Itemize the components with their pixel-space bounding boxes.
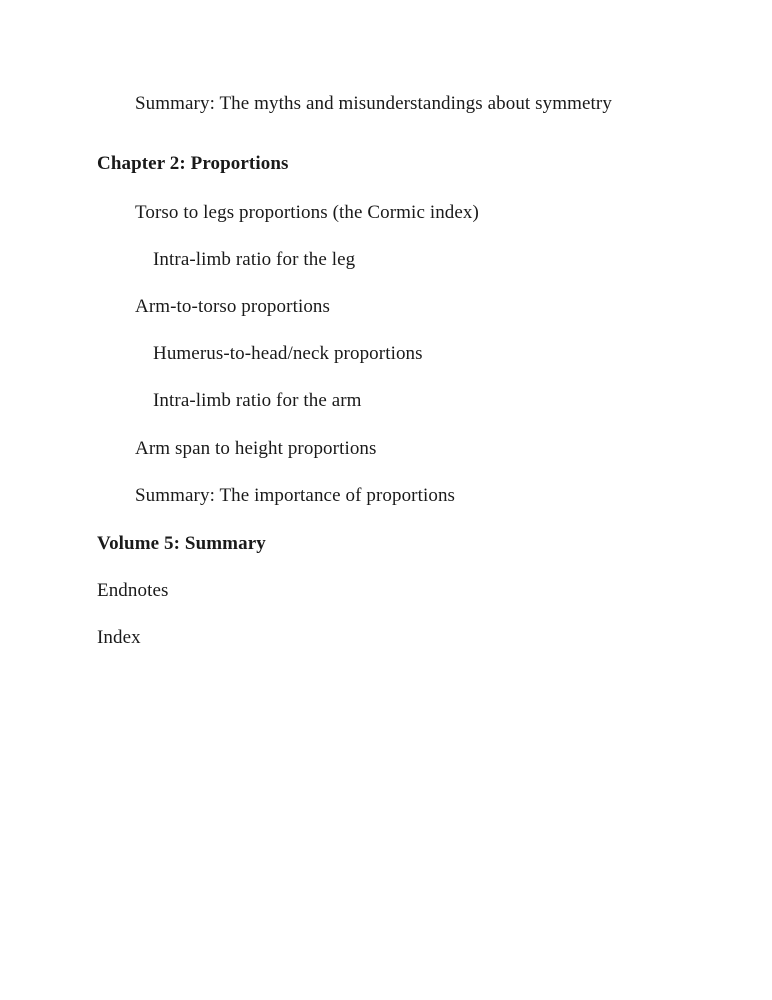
toc-entry-summary-symmetry: Summary: The myths and misunderstandings about symmetry bbox=[135, 93, 612, 114]
toc-entry-arm-torso: Arm-to-torso proportions bbox=[135, 296, 331, 317]
toc-entry-summary-proportions: Summary: The importance of proportions bbox=[135, 485, 456, 506]
toc-entry-endnotes: Endnotes bbox=[97, 580, 169, 601]
toc-volume-5-heading: Volume 5: Summary bbox=[97, 533, 266, 554]
toc-entry-intra-limb-leg: Intra-limb ratio for the leg bbox=[153, 249, 356, 270]
toc-entry-arm-span: Arm span to height proportions bbox=[135, 438, 377, 459]
toc-entry-intra-limb-arm: Intra-limb ratio for the arm bbox=[153, 390, 362, 411]
toc-entry-index: Index bbox=[97, 627, 141, 648]
toc-chapter-2-heading: Chapter 2: Proportions bbox=[97, 153, 289, 174]
toc-entry-torso-legs: Torso to legs proportions (the Cormic index) bbox=[135, 202, 479, 223]
toc-entry-humerus-head: Humerus-to-head/neck proportions bbox=[153, 343, 423, 364]
